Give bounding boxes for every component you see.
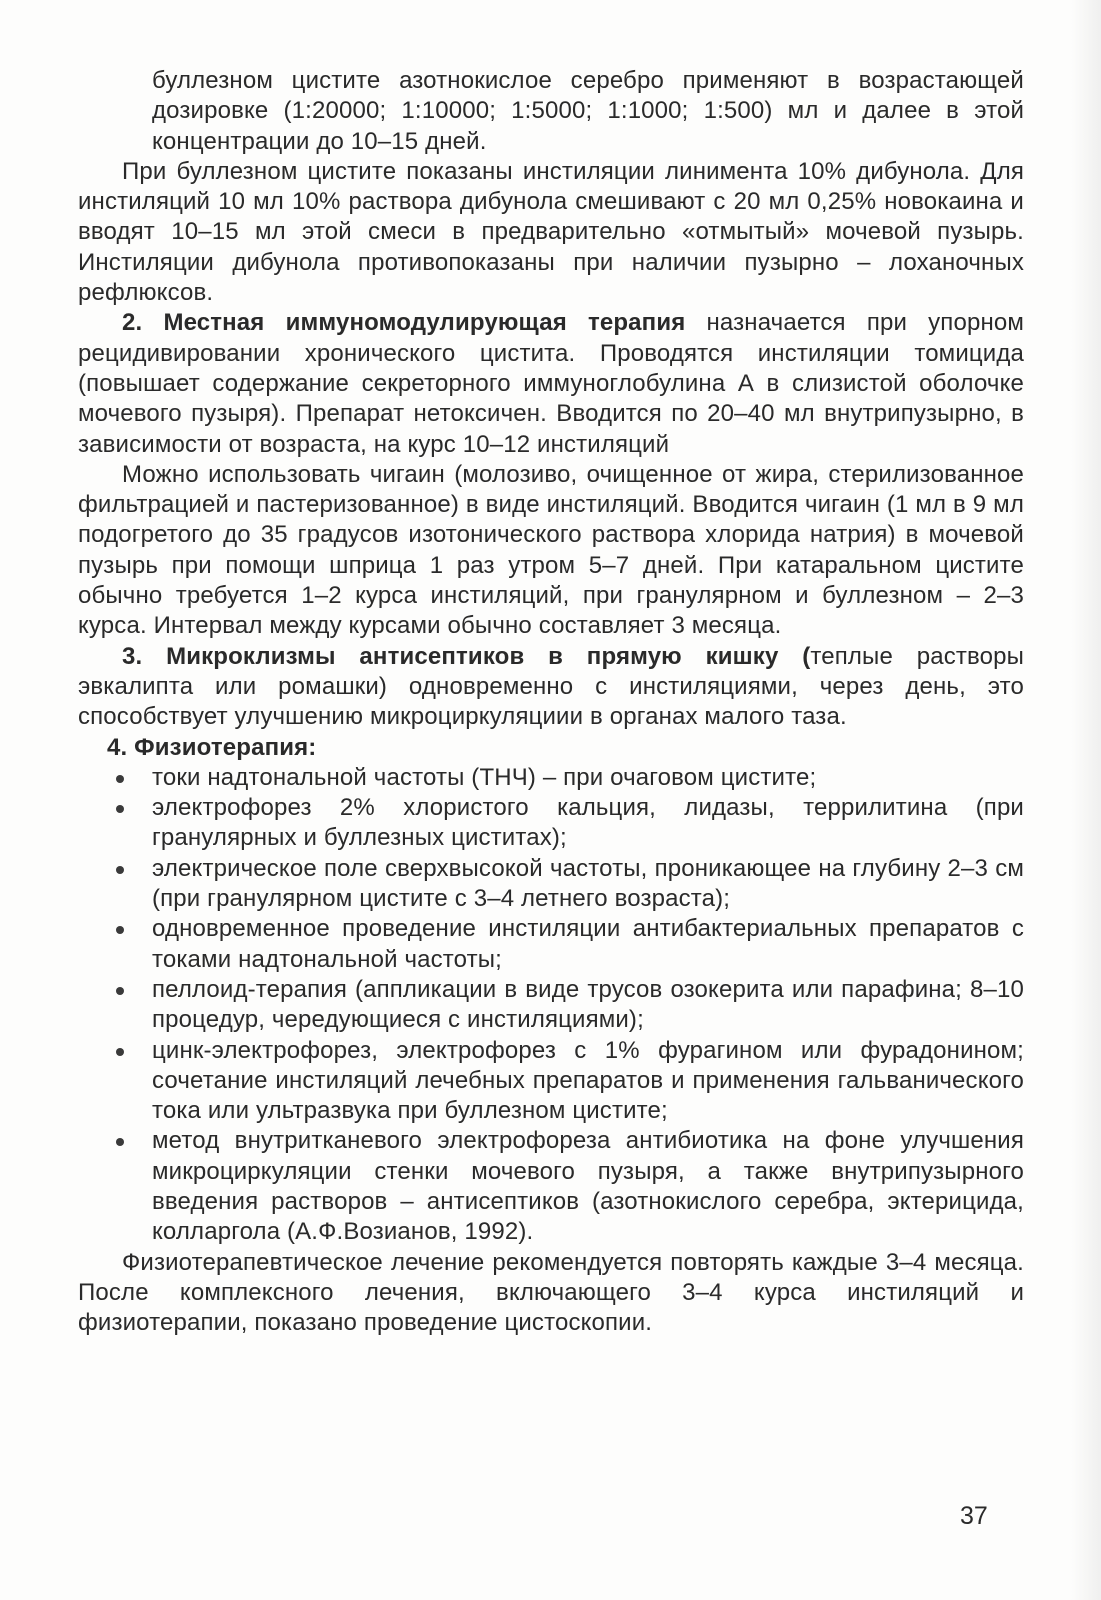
section-2-paragraph-2: Можно использовать чигаин (молозиво, очищенное от жира, стерилизованное фильтрацией и пастеризованное) в виде инстиляций. Вводится чигаин (1 мл в 9 мл подогретого до 35 градусов изотонического раствора хлорида натрия) в мочевой пузырь при помощи шприца 1 раз утром 5–7 дней. При катаральном цистите обычно требуется 1–2 курса инстиляций, при гранулярном и буллезном – 2–3 курса. Интервал между курсами обычно составляет 3 месяца. [78, 460, 1024, 640]
page-number: 37 [960, 1502, 988, 1530]
bullet-icon [116, 987, 124, 995]
list-item-text: электрофорез 2% хлористого кальция, лидазы, террилитина (при гранулярных и буллезных циститах); [152, 794, 1024, 852]
physiotherapy-list [78, 763, 1024, 1248]
list-item [78, 763, 1024, 793]
list-item [78, 854, 1024, 915]
bullet-icon [116, 1048, 124, 1056]
section-4-heading: 4. Физиотерапия: [107, 733, 317, 761]
intro-paragraph-1: буллезном цистите азотнокислое серебро применяют в возрастающей дозировке (1:20000; 1:10000; 1:5000; 1:1000; 1:500) мл и далее в этой концентрации до 10–15 дней. [152, 67, 1024, 155]
list-item [78, 914, 1024, 975]
bullet-icon [116, 866, 124, 874]
list-item [78, 793, 1024, 854]
section-2-heading: 2. Местная иммуномодулирующая терапия [122, 309, 686, 337]
closing-paragraph: Физиотерапевтическое лечение рекомендуется повторять каждые 3–4 месяца. После комплексного лечения, включающего 3–4 курса инстиляций и физиотерапии, показано проведение цистоскопии. [78, 1248, 1024, 1337]
list-item-text: метод внутритканевого электрофореза антибиотика на фоне улучшения микроциркуляции стенки мочевого пузыря, а также внутрипузырного введения растворов – антисептиков (азотнокислого серебра, эктерицида, колларгола (А.Ф.Возианов, 1992). [152, 1127, 1024, 1246]
list-item [78, 1126, 1024, 1247]
bullet-icon [116, 1138, 124, 1146]
section-2-paragraph [78, 308, 1024, 459]
bullet-icon [116, 805, 124, 813]
list-item [78, 1036, 1024, 1127]
bullet-icon [116, 926, 124, 934]
bullet-icon [116, 775, 124, 783]
section-3-paragraph [78, 642, 1024, 733]
intro-paragraph-2: При буллезном цистите показаны инстиляции линимента 10% дибунола. Для инстиляций 10 мл 10% раствора дибунола смешивают с 20 мл 0,25% новокаина и вводят 10–15 мл этой смеси в предварительно «отмытый» мочевой пузырь. Инстиляции дибунола противопоказаны при наличии пузырно – лоханочных рефлюксов. [78, 157, 1024, 307]
section-3-text: теплые растворы эвкалипта или ромашки) одновременно с инстиляциями, через день, это способствует улучшению микроциркуляциии в органах малого таза. [78, 642, 1025, 731]
list-item-text: токи надтональной частоты (ТНЧ) – при очаговом цистите; [152, 763, 817, 791]
list-item-text: одновременное проведение инстиляции антибактериальных препаратов с токами надтональной частоты; [152, 915, 1024, 973]
page-edge-shadow [1071, 0, 1101, 1600]
list-item [78, 975, 1024, 1036]
section-2-text: назначается при упорном рецидивировании хронического цистита. Проводятся инстиляции томицида (повышает содержание секреторного иммуноглобулина А в слизистой оболочке мочевого пузыря). Препарат нетоксичен. Вводится по 20–40 мл внутрипузырно, в зависимости от возраста, на курс 10–12 инстиляций [78, 309, 1024, 458]
section-3-heading: 3. Микроклизмы антисептиков в прямую кишку ( [122, 642, 811, 670]
list-item-text: пеллоид-терапия (аппликации в виде трусов озокерита или парафина; 8–10 процедур, чередующиеся с инстиляциями); [152, 975, 1024, 1034]
body-text [78, 66, 1024, 1338]
list-item-text: электрическое поле сверхвысокой частоты, проникающее на глубину 2–3 см (при гранулярном цистите с 3–4 летнего возраста); [152, 854, 1024, 913]
list-item-text: цинк-электрофорез, электрофорез с 1% фурагином или фурадонином; сочетание инстиляций лечебных препаратов и применения гальванического тока или ультразвука при буллезном цистите; [152, 1036, 1024, 1125]
